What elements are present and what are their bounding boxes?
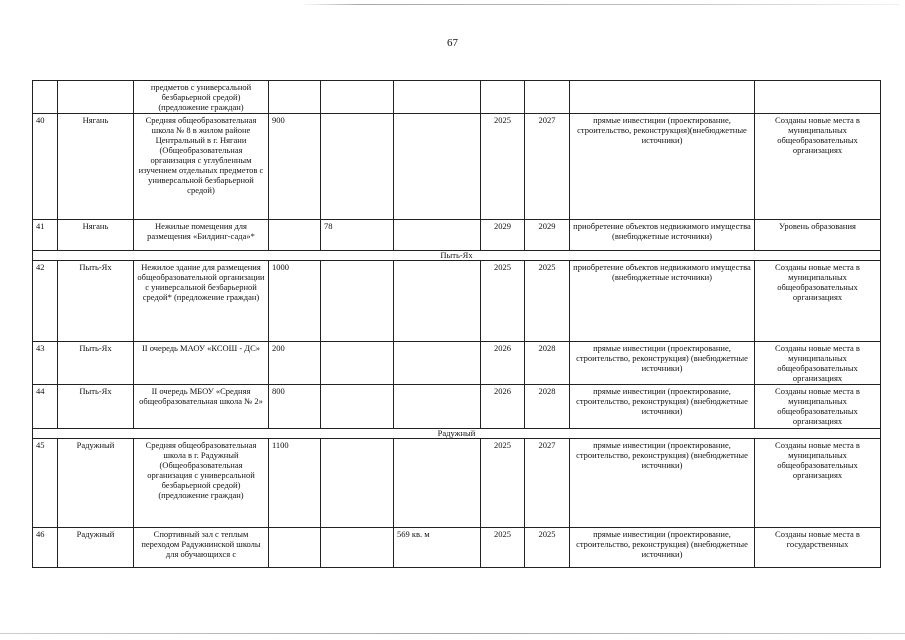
implementation-mechanism-cell: прямые инвестиции (проектирование, строительство, реконструкция) (внебюджетные источники): [570, 528, 755, 568]
implementation-mechanism-cell: приобретение объектов недвижимого имущества (внебюджетные источники): [570, 261, 755, 342]
implementation-mechanism-cell: прямые инвестиции (проектирование, строительство, реконструкция) (внебюджетные источники): [570, 439, 755, 528]
capacity-sqm-cell: [394, 385, 481, 429]
capacity-area-cell: [321, 81, 394, 114]
row-number: 44: [33, 385, 58, 429]
end-year-cell: 2027: [525, 439, 570, 528]
capacity-area-cell: [321, 528, 394, 568]
end-year-cell: 2025: [525, 261, 570, 342]
implementation-mechanism-cell: прямые инвестиции (проектирование, строительство, реконструкция) (внебюджетные источники): [570, 342, 755, 385]
capacity-sqm-cell: [394, 261, 481, 342]
object-name-cell: Нежилое здание для размещения общеобразовательной организации с универсальной безбарьерной средой* (предложение граждан): [134, 261, 269, 342]
implementation-mechanism-cell: прямые инвестиции (проектирование, строительство, реконструкция)(внебюджетные источники): [570, 114, 755, 220]
implementation-mechanism-cell: [570, 81, 755, 114]
capacity-sqm-cell: [394, 114, 481, 220]
object-name-cell: Средняя общеобразовательная школа в г. Радужный (Общеобразовательная организация с универсальной безбарьерной средой) (предложение граждан): [134, 439, 269, 528]
capacity-places-cell: 200: [269, 342, 321, 385]
capacity-sqm-cell: 569 кв. м: [394, 528, 481, 568]
object-name-cell: предметов с универсальной безбарьерной средой) (предложение граждан): [134, 81, 269, 114]
implementation-mechanism-cell: приобретение объектов недвижимого имущества (внебюджетные источники): [570, 220, 755, 251]
capacity-sqm-cell: [394, 220, 481, 251]
capacity-places-cell: [269, 220, 321, 251]
end-year-cell: 2025: [525, 528, 570, 568]
start-year-cell: 2025: [481, 261, 525, 342]
end-year-cell: [525, 81, 570, 114]
start-year-cell: 2026: [481, 385, 525, 429]
capacity-places-cell: 1000: [269, 261, 321, 342]
row-number: [33, 81, 58, 114]
object-name-cell: Средняя общеобразовательная школа № 8 в жилом районе Центральный в г. Нягани (Общеобразовательная организация с углубленным изучением отдельных предметов с универсальной безбарьерной средой): [134, 114, 269, 220]
start-year-cell: 2026: [481, 342, 525, 385]
table-row: [33, 528, 881, 568]
expected-result-cell: Созданы новые места в государственных: [755, 528, 881, 568]
table-row: [33, 81, 881, 114]
capacity-area-cell: [321, 439, 394, 528]
row-number: 40: [33, 114, 58, 220]
row-number: 46: [33, 528, 58, 568]
scan-artifact-top: [300, 4, 900, 5]
municipality-cell: Пыть-Ях: [58, 261, 134, 342]
capacity-area-cell: [321, 342, 394, 385]
capacity-places-cell: 1100: [269, 439, 321, 528]
capacity-area-cell: [321, 261, 394, 342]
capacity-places-cell: 900: [269, 114, 321, 220]
table-row: [33, 385, 881, 429]
object-name-cell: Нежилые помещения для размещения «Билдинг-сада»*: [134, 220, 269, 251]
end-year-cell: 2029: [525, 220, 570, 251]
start-year-cell: [481, 81, 525, 114]
capacity-places-cell: [269, 528, 321, 568]
expected-result-cell: Уровень образования: [755, 220, 881, 251]
municipality-cell: Пыть-Ях: [58, 342, 134, 385]
capacity-area-cell: 78: [321, 220, 394, 251]
object-name-cell: II очередь МБОУ «Средняя общеобразовательная школа № 2»: [134, 385, 269, 429]
expected-result-cell: [755, 81, 881, 114]
row-number: 45: [33, 439, 58, 528]
section-header-row: [33, 251, 881, 261]
capacity-sqm-cell: [394, 439, 481, 528]
table-row: [33, 261, 881, 342]
row-number: 43: [33, 342, 58, 385]
capacity-area-cell: [321, 385, 394, 429]
projects-table: [32, 80, 881, 568]
object-name-cell: Спортивный зал с теплым переходом Радужнинской школы для обучающихся с: [134, 528, 269, 568]
municipality-cell: Пыть-Ях: [58, 385, 134, 429]
row-number: 41: [33, 220, 58, 251]
capacity-places-cell: 800: [269, 385, 321, 429]
capacity-sqm-cell: [394, 342, 481, 385]
expected-result-cell: Созданы новые места в муниципальных общеобразовательных организациях: [755, 439, 881, 528]
start-year-cell: 2029: [481, 220, 525, 251]
capacity-area-cell: [321, 114, 394, 220]
section-header-row: [33, 429, 881, 439]
start-year-cell: 2025: [481, 528, 525, 568]
section-title: Радужный: [33, 429, 881, 439]
table-row: [33, 439, 881, 528]
capacity-sqm-cell: [394, 81, 481, 114]
municipality-cell: [58, 81, 134, 114]
implementation-mechanism-cell: прямые инвестиции (проектирование, строительство, реконструкция) (внебюджетные источники): [570, 385, 755, 429]
municipality-cell: Нягань: [58, 220, 134, 251]
row-number: 42: [33, 261, 58, 342]
expected-result-cell: Созданы новые места в муниципальных общеобразовательных организациях: [755, 261, 881, 342]
municipality-cell: Нягань: [58, 114, 134, 220]
section-title: Пыть-Ях: [33, 251, 881, 261]
end-year-cell: 2028: [525, 342, 570, 385]
table-row: [33, 114, 881, 220]
expected-result-cell: Созданы новые места в муниципальных общеобразовательных организациях: [755, 114, 881, 220]
table-row: [33, 342, 881, 385]
scan-artifact-bottom: [0, 633, 905, 634]
start-year-cell: 2025: [481, 114, 525, 220]
municipality-cell: Радужный: [58, 528, 134, 568]
start-year-cell: 2025: [481, 439, 525, 528]
table-row: [33, 220, 881, 251]
end-year-cell: 2028: [525, 385, 570, 429]
expected-result-cell: Созданы новые места в муниципальных общеобразовательных организациях: [755, 385, 881, 429]
page-number: 67: [447, 37, 458, 49]
object-name-cell: II очередь МАОУ «КСОШ - ДС»: [134, 342, 269, 385]
municipality-cell: Радужный: [58, 439, 134, 528]
capacity-places-cell: [269, 81, 321, 114]
expected-result-cell: Созданы новые места в муниципальных общеобразовательных организациях: [755, 342, 881, 385]
end-year-cell: 2027: [525, 114, 570, 220]
